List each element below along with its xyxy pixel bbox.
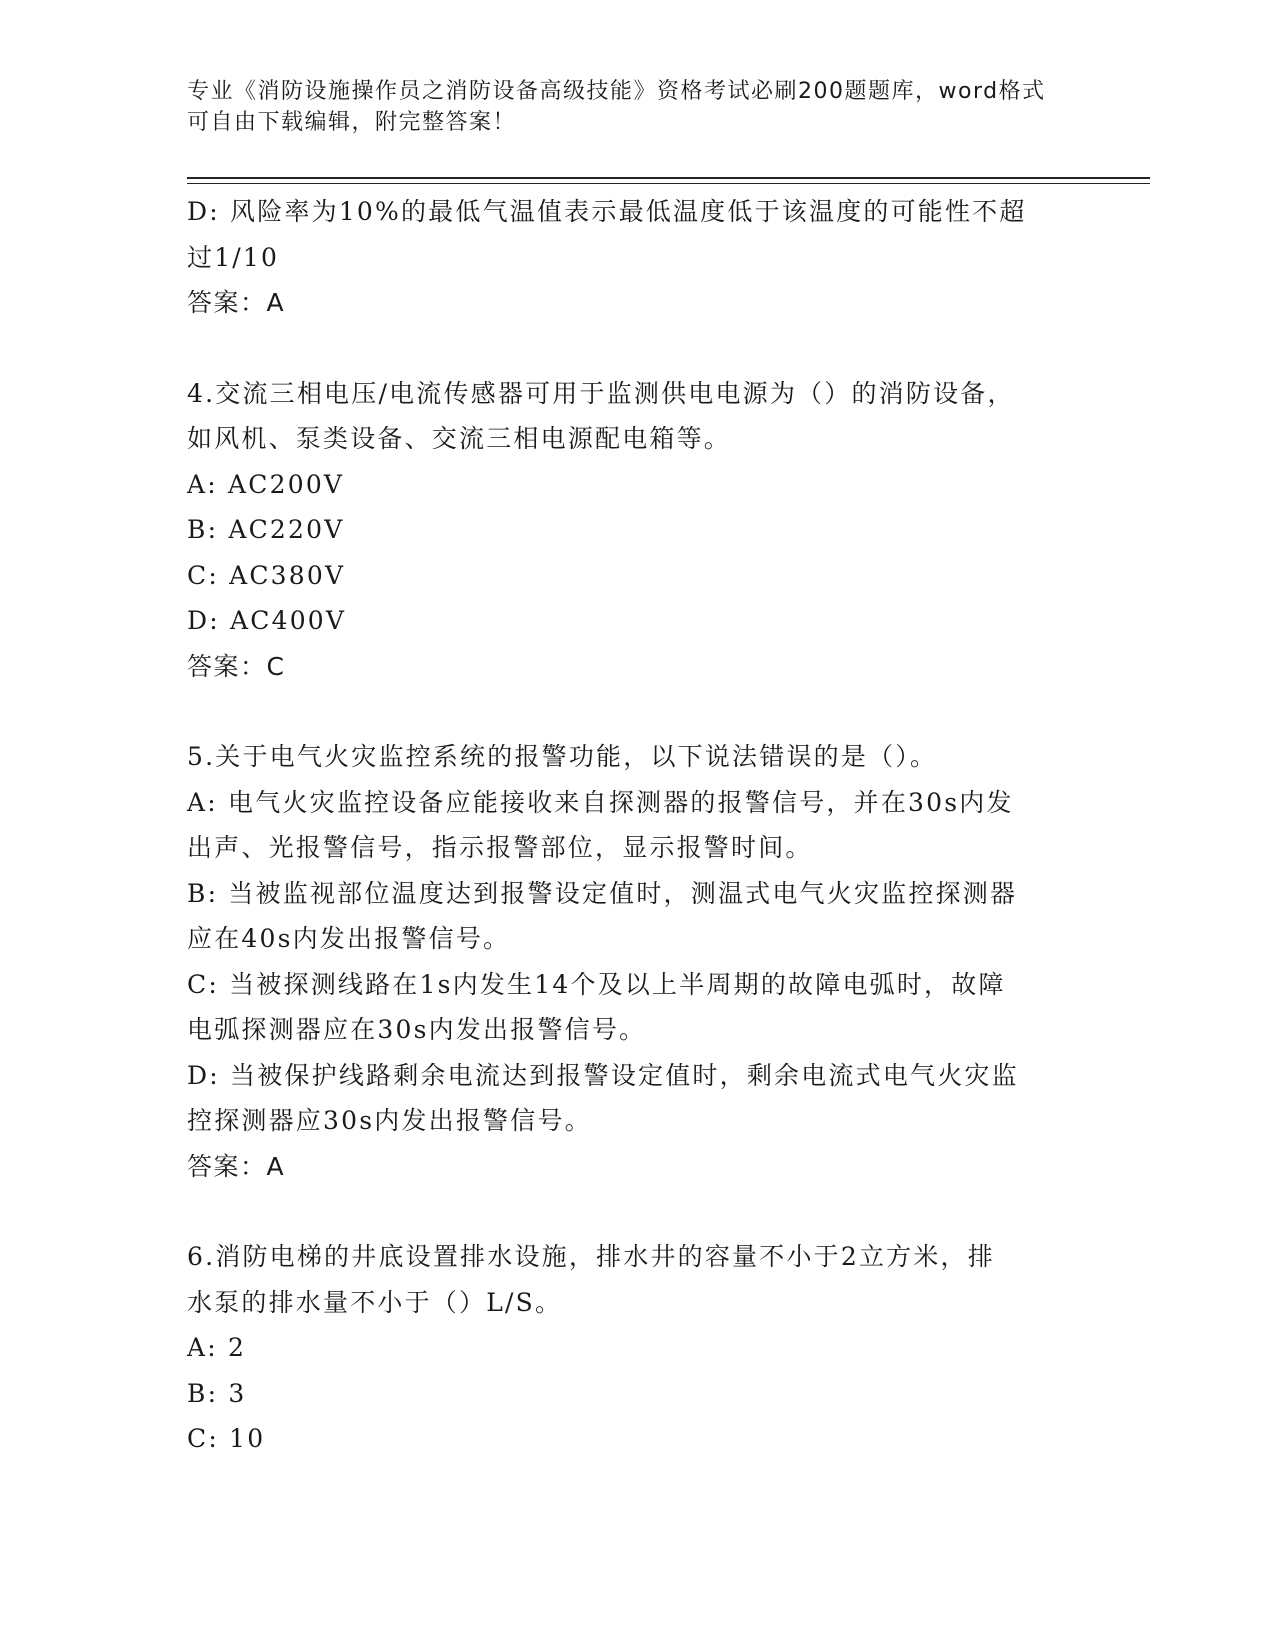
answer-line: 答案：A [187,288,286,317]
option-a: A: AC200V [187,469,345,499]
option-c: C: 当被探测线路在1s内发生14个及以上半周期的故障电弧时，故障 [187,969,1006,999]
option-b: B: AC220V [187,515,345,544]
question-block [187,1234,1067,1462]
question-text: 如风机、泵类设备、交流三相电源配电箱等。 [187,424,732,453]
question-text: 5.关于电气火灾监控系统的报警功能，以下说法错误的是（）。 [187,742,938,771]
question-block [187,734,1067,1189]
answer-line: 答案：C [187,651,286,681]
question-text: 4.交流三相电压/电流传感器可用于监测供电电源为（）的消防设备， [187,378,1015,408]
answer-line: 答案：A [187,1151,286,1181]
option-line: D: 风险率为10%的最低气温值表示最低温度低于该温度的可能性不超 [187,197,1027,226]
block-spacer [187,689,1067,734]
option-b: B: 3 [187,1378,247,1408]
option-line: 过1/10 [187,242,280,272]
header-divider [187,177,1150,179]
question-block [187,371,1067,690]
option-c: C: AC380V [187,560,346,590]
option-d: D: 当被保护线路剩余电流达到报警设定值时，剩余电流式电气火灾监 [187,1060,1019,1090]
block-spacer [187,326,1067,371]
header-divider-thin [187,183,1150,184]
option-d: D: AC400V [187,606,347,635]
question-text: 水泵的排水量不小于（）L/S。 [187,1287,563,1317]
option-b: B: 当被监视部位温度达到报警设定值时，测温式电气火灾监控探测器 [187,878,1018,908]
question-text: 6.消防电梯的井底设置排水设施，排水井的容量不小于2立方米，排 [187,1242,995,1271]
question-content [187,189,1067,1462]
option-a: A: 2 [187,1333,247,1362]
option-c-continued: 电弧探测器应在30s内发出报警信号。 [187,1015,647,1044]
block-spacer [187,1189,1067,1234]
option-d-continued: 控探测器应30s内发出报警信号。 [187,1106,592,1135]
option-c: C: 10 [187,1424,266,1453]
document-header: 专业《消防设施操作员之消防设备高级技能》资格考试必刷200题题库，word格式可自由下载编辑，附完整答案！ [187,79,1046,135]
option-b-continued: 应在40s内发出报警信号。 [187,924,511,953]
option-a: A: 电气火灾监控设备应能接收来自探测器的报警信号，并在30s内发 [187,787,1014,817]
question-block [187,189,1067,326]
option-a-continued: 出声、光报警信号，指示报警部位，显示报警时间。 [187,833,813,862]
